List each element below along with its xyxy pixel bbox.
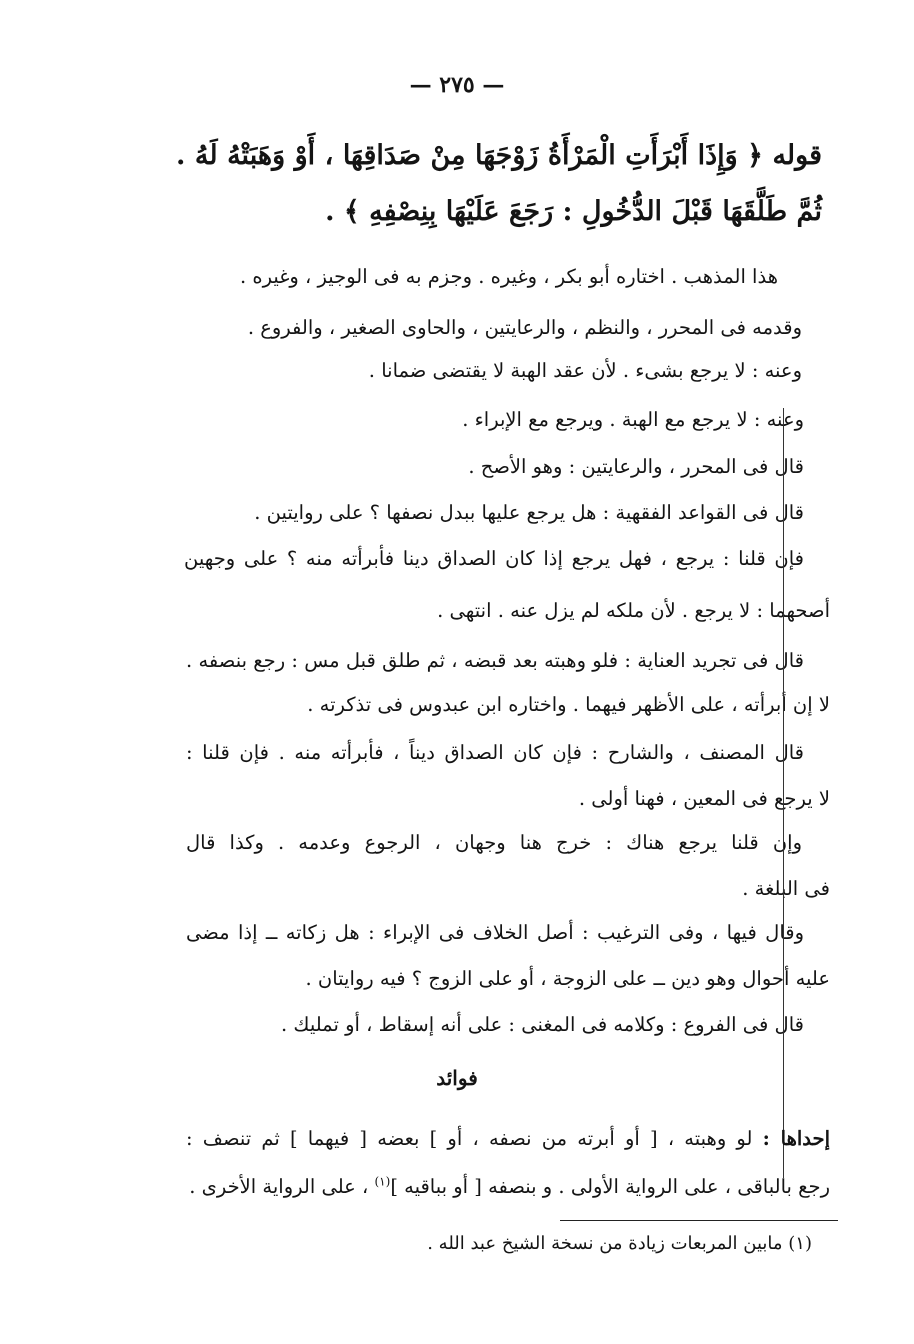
paragraph-line: وعنه : لا يرجع مع الهبة . ويرجع مع الإبراء . [462, 408, 804, 431]
footnote-rule [560, 1220, 838, 1221]
paragraph-line: قال فى تجريد العناية : فلو وهبته بعد قبضه ، ثم طلق قبل مس : رجع بنصفه . [186, 649, 804, 672]
section-title: فوائد [436, 1066, 478, 1090]
page-number: — ٢٧٥ — [409, 72, 505, 98]
paragraph-line: قال المصنف ، والشارح : فإن كان الصداق ديناً ، فأبرأته منه . فإن قلنا : [186, 741, 804, 764]
benefit-text: رجع بالباقى ، على الرواية الأولى . و بنصفه [ أو بباقيه ] [390, 1175, 830, 1198]
paragraph-line: عليه أحوال وهو دين ــ على الزوجة ، أو على الزوج ؟ فيه روايتان . [305, 967, 830, 990]
benefit-text: لو وهبته ، [ أو أبرته من نصفه ، أو ] بعضه [ فيهما ] ثم تنصف : [186, 1127, 753, 1150]
benefit-label: إحداها : [762, 1127, 830, 1150]
paragraph-line: فى البلغة . [742, 877, 830, 900]
paragraph-line: وإن قلنا يرجع هناك : خرج هنا وجهان ، الرجوع وعدمه . وكذا قال [186, 831, 802, 854]
binding-margin-line [783, 408, 784, 1178]
paragraph-line: وعنه : لا يرجع بشىء . لأن عقد الهبة لا يقتضى ضمانا . [368, 359, 802, 382]
benefit-line [186, 1124, 830, 1154]
paragraph-line: فإن قلنا : يرجع ، فهل يرجع إذا كان الصداق دينا فأبرأته منه ؟ على وجهين [184, 547, 804, 570]
benefit-text: ، على الرواية الأخرى . [189, 1175, 375, 1198]
paragraph-line: هذا المذهب . اختاره أبو بكر ، وغيره . وجزم به فى الوجيز ، وغيره . [239, 265, 778, 288]
footnote-marker: (١) [374, 1174, 391, 1189]
heading-prefix: قوله [772, 140, 822, 171]
benefit-line [110, 1172, 830, 1202]
paragraph-line: وقدمه فى المحرر ، والنظم ، والرعايتين ، والحاوى الصغير ، والفروع . [247, 316, 802, 339]
footnote: (١) مابين المربعات زيادة من نسخة الشيخ عبد الله . [427, 1233, 812, 1254]
heading-text: ﴿ وَإِذَا أَبْرَأَتِ الْمَرْأَةُ زَوْجَهَا مِنْ صَدَاقِهَا ، أَوْ وَهَبَتْهُ لَهُ . ثُمَّ طَلَّقَهَا قَبْلَ الدُّخُولِ : رَجَعَ عَلَيْهَا بِنِصْفِهِ ﴾ . [176, 140, 822, 227]
paragraph-line: قال فى الفروع : وكلامه فى المغنى : على أنه إسقاط ، أو تمليك . [281, 1013, 804, 1036]
paragraph-line: وقال فيها ، وفى الترغيب : أصل الخلاف فى الإبراء : هل زكاته ــ إذا مضى [186, 921, 804, 944]
paragraph-line: لا يرجع فى المعين ، فهنا أولى . [578, 787, 830, 810]
paragraph-line: قال فى القواعد الفقهية : هل يرجع عليها ببدل نصفها ؟ على روايتين . [254, 501, 804, 524]
paragraph-line: لا إن أبرأته ، على الأظهر فيهما . واختاره ابن عبدوس فى تذكرته . [307, 693, 830, 716]
paragraph-line: قال فى المحرر ، والرعايتين : وهو الأصح . [468, 455, 804, 478]
paragraph-line: أصحهما : لا يرجع . لأن ملكه لم يزل عنه . انتهى . [437, 599, 830, 622]
